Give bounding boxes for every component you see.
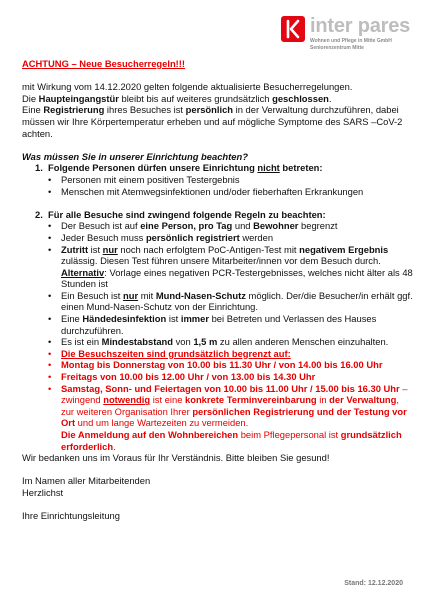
list-item: • Die Besuchszeiten sind grundsätzlich begrenzt auf:: [48, 348, 414, 360]
list-item: • Samstag, Sonn- und Feiertagen von 10.00 bis 11.00 Uhr / 15.00 bis 16.30 Uhr – zwingend notwendig ist eine konkrete Terminvereinbarung in der Verwaltung, zur weiteren Organisation Ihrer persönlichen Registrierung und der Testung vor Ort und um lange Wartezeiten zu vermeiden. Die Anmeldung auf den Wohnbereichen beim Pflegepersonal ist grundsätzlich erforderlich.: [48, 383, 414, 453]
logo-mark-icon: [281, 16, 305, 42]
list-item: • Ein Besuch ist nur mit Mund-Nasen-Schutz möglich. Der/die Besucher/in erhält ggf. einen Mund-Nasen-Schutz von der Einrichtung.: [48, 290, 414, 313]
section-1-heading: 1. Folgende Personen dürfen unsere Einrichtung nicht betreten:: [35, 162, 323, 174]
section-2: [35, 209, 414, 452]
list-item: • Montag bis Donnerstag von 10.00 bis 11.30 Uhr / von 14.00 bis 16.00 Uhr: [48, 359, 414, 371]
stand-date: Stand: 12.12.2020: [344, 580, 403, 587]
list-item: • Jeder Besuch muss persönlich registriert werden: [48, 232, 414, 244]
list-item: • Es ist ein Mindestabstand von 1,5 m zu allen anderen Menschen einzuhalten.: [48, 336, 414, 348]
list-item: • Personen mit einem positiven Testergebnis: [48, 174, 414, 186]
intro-paragraph-1: mit Wirkung vom 14.12.2020 gelten folgende aktualisierte Besucherregelungen.: [22, 81, 353, 93]
intro-paragraph-2: Die Haupteingangstür bleibt bis auf weiteres grundsätzlich geschlossen.: [22, 92, 332, 104]
logo-name: inter pares: [310, 15, 411, 37]
list-item: • Zutritt ist nur noch nach erfolgtem PoC-Antigen-Test mit negativem Ergebnis zulässig. Diesen Test führen unsere Mitarbeiter/innen vor dem Besuch durch. Alternativ: Vorlage eines negativen PCR-Testergebnisses, welches nicht älter als 48 Stunden ist: [48, 244, 414, 290]
logo-subtitle: Wohnen und Pflege in Mitte GmbH Seniorenzentrum Mitte: [310, 38, 392, 51]
section-2-list: [35, 220, 414, 452]
intro-paragraph-3: Eine Registrierung ihres Besuches ist persönlich in der Verwaltung durchzuführen, dabei müssen wir Ihre Körpertemperatur erheben und auf mögliche Symptome des SARS –CoV-2 achten.: [22, 104, 403, 139]
notice-body: [22, 58, 414, 522]
section-1-list: [35, 174, 414, 197]
list-item: • Eine Händedesinfektion ist immer bei Betreten und Verlassen des Hauses durchzuführen.: [48, 313, 414, 336]
inter-pares-logo: [281, 12, 413, 60]
closing-line-3: Ihre Einrichtungsleitung: [22, 510, 120, 522]
thanks-line: Wir bedanken uns im Voraus für Ihr Verständnis. Bitte bleiben Sie gesund!: [22, 452, 330, 464]
list-item: • Menschen mit Atemwegsinfektionen und/oder fieberhaften Erkrankungen: [48, 186, 414, 198]
list-item: • Der Besuch ist auf eine Person, pro Tag und Bewohner begrenzt: [48, 220, 414, 232]
section-1: [35, 162, 414, 197]
notice-title: ACHTUNG – Neue Besucherregeln!!!: [22, 58, 186, 69]
closing-line-2: Herzlichst: [22, 486, 64, 498]
section-2-heading: 2. Für alle Besuche sind zwingend folgende Regeln zu beachten:: [35, 208, 326, 220]
question-heading: Was müssen Sie in unserer Einrichtung beachten?: [22, 150, 248, 162]
closing-line-1: Im Namen aller Mitarbeitenden: [22, 475, 151, 487]
list-item: • Freitags von 10.00 bis 12.00 Uhr / von 13.00 bis 14.30 Uhr: [48, 371, 414, 383]
